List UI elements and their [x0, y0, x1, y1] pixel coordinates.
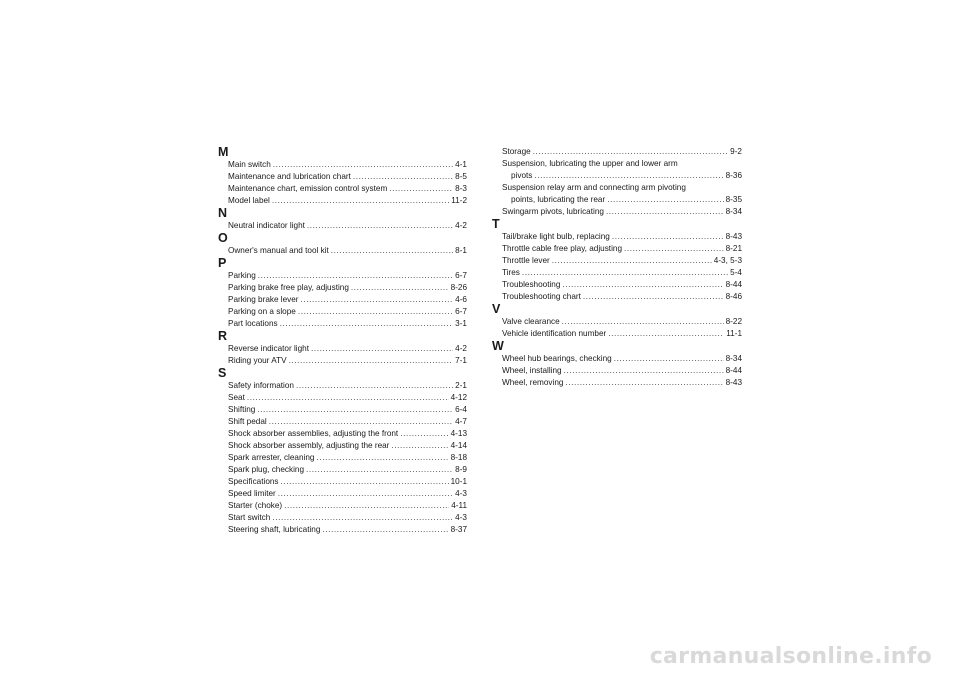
dot-leader [298, 306, 453, 318]
dot-leader [257, 404, 453, 416]
index-page-number: 8-21 [725, 244, 742, 253]
index-page-number: 6-7 [455, 307, 467, 316]
index-entry-text: Specifications [228, 477, 279, 486]
index-entry-line [493, 158, 742, 170]
index-entry-text: Riding your ATV [228, 356, 287, 365]
dot-leader [562, 316, 724, 328]
index-page-number: 11-2 [451, 196, 467, 205]
index-letter-heading: V [492, 302, 501, 316]
index-entry-text: Owner's manual and tool kit [228, 246, 329, 255]
dot-leader [331, 245, 453, 257]
index-entry-text: Shift pedal [228, 417, 267, 426]
dot-leader [612, 231, 724, 243]
index-entry [219, 524, 467, 536]
index-entry [493, 365, 742, 377]
index-page-number: 4-2 [455, 221, 467, 230]
index-column-left [219, 146, 467, 536]
index-entry [493, 146, 742, 158]
index-entry-text: Model label [228, 196, 270, 205]
index-entry [493, 194, 742, 206]
index-entry [219, 452, 467, 464]
index-entry-text: Storage [502, 147, 531, 156]
index-page-number: 8-26 [450, 283, 467, 292]
index-entry [219, 171, 467, 183]
index-entry-text: Part locations [228, 319, 278, 328]
index-page-number: 8-35 [725, 195, 742, 204]
index-page-number: 8-34 [725, 207, 742, 216]
dot-leader [583, 291, 724, 303]
dot-leader [607, 194, 723, 206]
index-entry [493, 279, 742, 291]
index-page-number: 8-5 [455, 172, 467, 181]
index-page-number: 8-44 [725, 366, 742, 375]
index-entry [493, 328, 742, 340]
dot-leader [400, 428, 448, 440]
index-entry [219, 343, 467, 355]
index-entry [219, 500, 467, 512]
index-entry [219, 195, 467, 207]
dot-leader [273, 159, 453, 171]
index-page-number: 8-44 [725, 280, 742, 289]
index-entry [219, 159, 467, 171]
index-entry [219, 220, 467, 232]
dot-leader [281, 476, 449, 488]
index-entry-text: points, lubricating the rear [511, 195, 606, 204]
dot-leader [289, 355, 454, 367]
index-entry [219, 294, 467, 306]
dot-leader [562, 279, 723, 291]
index-page-number: 8-36 [725, 171, 742, 180]
dot-leader [552, 255, 712, 267]
index-page-number: 10-1 [450, 477, 467, 486]
index-entry-text: Shifting [228, 405, 256, 414]
index-entry [219, 392, 467, 404]
index-entry-text: Seat [228, 393, 245, 402]
index-page-number: 8-46 [725, 292, 742, 301]
index-page-number: 4-14 [450, 441, 467, 450]
index-entry-text: Speed limiter [228, 489, 276, 498]
index-entry [219, 245, 467, 257]
index-letter-heading: W [492, 339, 504, 353]
dot-leader [301, 294, 454, 306]
index-entry-text: Wheel hub bearings, checking [502, 354, 612, 363]
index-entry [493, 231, 742, 243]
index-page-number: 4-7 [455, 417, 467, 426]
index-column-right [493, 146, 742, 389]
index-entry [219, 183, 467, 195]
index-entry-text: Spark arrester, cleaning [228, 453, 315, 462]
index-letter-heading: T [492, 217, 500, 231]
dot-leader [353, 171, 453, 183]
index-letter-heading: P [218, 256, 227, 270]
dot-leader [534, 170, 723, 182]
index-entry [219, 306, 467, 318]
dot-leader [296, 380, 453, 392]
index-page-number: 4-1 [455, 160, 467, 169]
index-entry-text: Tail/brake light bulb, replacing [502, 232, 610, 241]
dot-leader [565, 377, 723, 389]
index-page-number: 4-12 [450, 393, 467, 402]
index-page-number: 4-11 [451, 501, 467, 510]
dot-leader [608, 328, 724, 340]
dot-leader [269, 416, 453, 428]
index-page-number: 4-3, 5-3 [713, 256, 742, 265]
index-entry-text: Parking [228, 271, 256, 280]
dot-leader [564, 365, 724, 377]
index-page-number: 2-1 [455, 381, 467, 390]
index-letter-heading: S [218, 366, 227, 380]
index-page-number: 8-18 [450, 453, 467, 462]
watermark: carmanualsonline.info [649, 644, 932, 669]
index-page-number: 4-2 [455, 344, 467, 353]
index-entry-text: Main switch [228, 160, 271, 169]
index-entry-text: Throttle lever [502, 256, 550, 265]
index-entry-text: Safety information [228, 381, 294, 390]
index-page-number: 5-4 [730, 268, 742, 277]
index-page-number: 8-3 [455, 184, 467, 193]
index-letter-heading: M [218, 145, 229, 159]
index-page-number: 8-22 [725, 317, 742, 326]
index-entry-line [493, 182, 742, 194]
dot-leader [272, 195, 449, 207]
index-entry [219, 512, 467, 524]
dot-leader [533, 146, 728, 158]
index-entry-text: Neutral indicator light [228, 221, 305, 230]
index-entry-text: Wheel, installing [502, 366, 562, 375]
index-page-number: 4-6 [455, 295, 467, 304]
dot-leader [284, 500, 449, 512]
index-page-number: 9-2 [730, 147, 742, 156]
index-entry-text: Spark plug, checking [228, 465, 305, 474]
index-entry-text: Vehicle identification number [502, 329, 607, 338]
index-entry-text: Swingarm pivots, lubricating [502, 207, 604, 216]
dot-leader [389, 183, 453, 195]
index-entry [493, 267, 742, 279]
index-entry [493, 243, 742, 255]
dot-leader [322, 524, 448, 536]
index-entry [493, 353, 742, 365]
index-page-number: 4-13 [450, 429, 467, 438]
index-entry [219, 282, 467, 294]
index-entry-text: Suspension relay arm and connecting arm pivoting [502, 183, 686, 192]
index-entry-text: Wheel, removing [502, 378, 564, 387]
dot-leader [311, 343, 453, 355]
index-entry [219, 318, 467, 330]
index-entry [493, 206, 742, 218]
index-entry-text: Troubleshooting chart [502, 292, 581, 301]
index-entry [219, 464, 467, 476]
index-page-number: 4-3 [455, 489, 467, 498]
index-entry [493, 316, 742, 328]
index-entry-text: Parking on a slope [228, 307, 296, 316]
index-page-number: 6-7 [455, 271, 467, 280]
index-entry-text: Maintenance chart, emission control system [228, 184, 388, 193]
index-entry [493, 255, 742, 267]
index-entry-text: Parking brake free play, adjusting [228, 283, 349, 292]
dot-leader [307, 220, 453, 232]
index-page-number: 6-4 [455, 405, 467, 414]
index-page-number: 4-3 [455, 513, 467, 522]
dot-leader [306, 464, 453, 476]
index-entry-text: Shock absorber assembly, adjusting the rear [228, 441, 390, 450]
index-entry-text: Tires [502, 268, 520, 277]
index-entry [219, 440, 467, 452]
index-entry-text: Troubleshooting [502, 280, 561, 289]
dot-leader [624, 243, 724, 255]
index-entry [219, 476, 467, 488]
index-entry-text: Reverse indicator light [228, 344, 310, 353]
index-letter-heading: R [218, 329, 228, 343]
dot-leader [351, 282, 449, 294]
index-page-number: 8-1 [455, 246, 467, 255]
index-page-number: 7-1 [455, 356, 467, 365]
index-letter-heading: N [218, 206, 228, 220]
index-page-number: 11-1 [726, 329, 742, 338]
dot-leader [258, 270, 453, 282]
dot-leader [614, 353, 724, 365]
dot-leader [606, 206, 724, 218]
index-entry [219, 416, 467, 428]
index-entry-text: Steering shaft, lubricating [228, 525, 321, 534]
index-entry [493, 377, 742, 389]
index-entry-text: Parking brake lever [228, 295, 299, 304]
dot-leader [272, 512, 453, 524]
index-entry-text: Valve clearance [502, 317, 560, 326]
index-entry [219, 428, 467, 440]
index-page-number: 8-37 [450, 525, 467, 534]
index-entry [493, 170, 742, 182]
index-entry-text: Maintenance and lubrication chart [228, 172, 351, 181]
index-letter-heading: O [218, 231, 228, 245]
index-entry-text: Suspension, lubricating the upper and lower arm [502, 159, 678, 168]
index-entry-text: pivots [511, 171, 533, 180]
index-page-number: 8-43 [725, 232, 742, 241]
dot-leader [522, 267, 728, 279]
index-entry-text: Start switch [228, 513, 271, 522]
dot-leader [247, 392, 449, 404]
dot-leader [280, 318, 454, 330]
index-page-number: 8-43 [725, 378, 742, 387]
index-page-number: 3-1 [455, 319, 467, 328]
index-entry [219, 380, 467, 392]
index-entry [493, 291, 742, 303]
index-entry-text: Starter (choke) [228, 501, 283, 510]
index-entry [219, 355, 467, 367]
dot-leader [316, 452, 448, 464]
index-page-number: 8-9 [455, 465, 467, 474]
index-page-number: 8-34 [725, 354, 742, 363]
index-entry-text: Throttle cable free play, adjusting [502, 244, 622, 253]
dot-leader [278, 488, 453, 500]
index-entry [219, 404, 467, 416]
index-entry [219, 488, 467, 500]
dot-leader [391, 440, 448, 452]
index-entry-text: Shock absorber assemblies, adjusting the front [228, 429, 399, 438]
index-entry [219, 270, 467, 282]
